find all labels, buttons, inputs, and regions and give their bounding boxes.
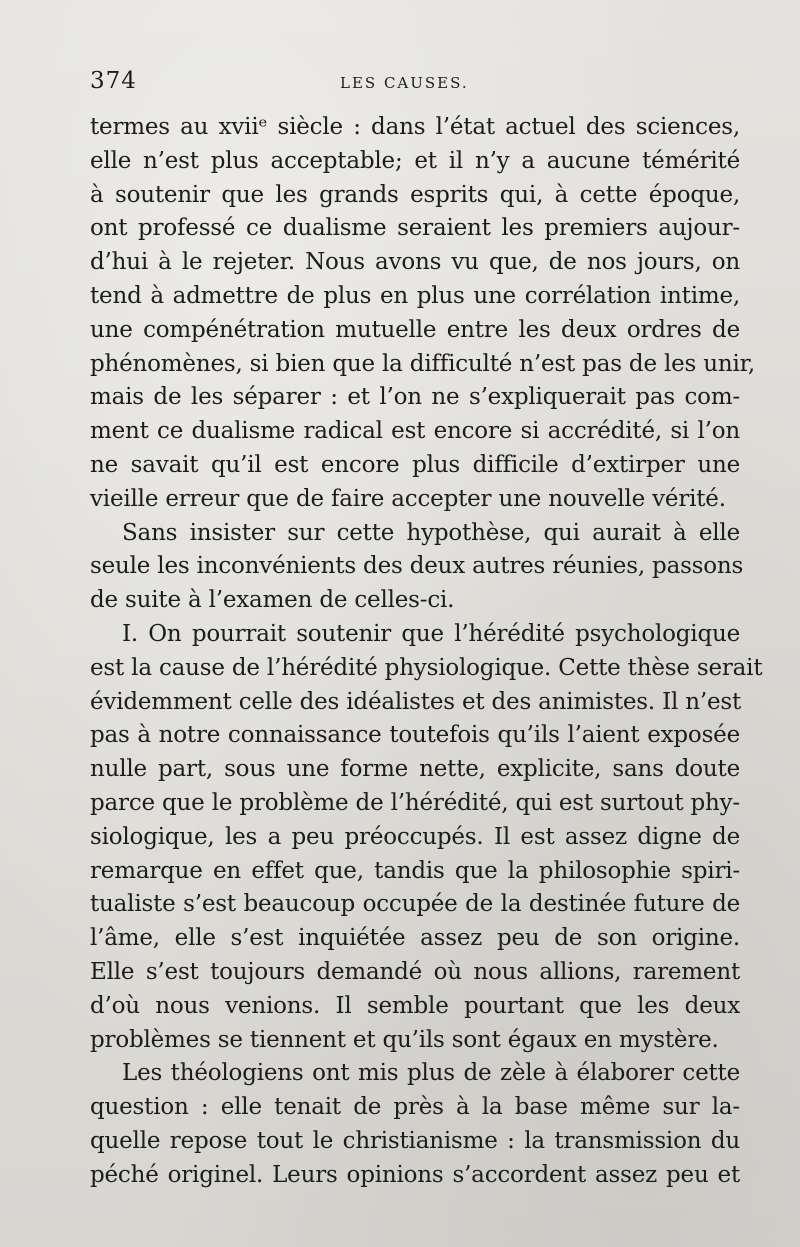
text-line: quelle repose tout le christianisme : la transmission du — [90, 1127, 740, 1154]
text-line: elle n’est plus acceptable; et il n’y a aucune témérité — [90, 147, 740, 174]
text-line: tualiste s’est beaucoup occupée de la destinée future de — [90, 891, 740, 918]
text-line: siologique, les a peu préoccupés. Il est assez digne de — [90, 823, 740, 850]
paragraph-start-line: Sans insister sur cette hypothèse, qui aurait à elle — [122, 519, 740, 546]
paragraph-end-line: problèmes se tiennent et qu’ils sont égaux en mystère. — [90, 1026, 719, 1053]
paragraph-start-line: I. On pourrait soutenir que l’hérédité psychologique — [122, 620, 740, 647]
text-line: Elle s’est toujours demandé où nous allions, rarement — [90, 958, 740, 985]
page-header — [90, 68, 730, 102]
text-line: parce que le problème de l’hérédité, qui est surtout phy- — [90, 789, 740, 816]
page-number: 374 — [90, 68, 137, 94]
text-line: est la cause de l’hérédité physiologique. Cette thèse serait — [90, 654, 763, 681]
paragraph-end-line: vieille erreur que de faire accepter une nouvelle vérité. — [90, 485, 726, 512]
running-head: LES CAUSES. — [340, 74, 469, 92]
text-line: une compénétration mutuelle entre les deux ordres de — [90, 316, 740, 343]
text-line: nulle part, sous une forme nette, explicite, sans doute — [90, 756, 740, 783]
text-line: termes au xviiᵉ siècle : dans l’état actuel des sciences, — [90, 114, 740, 140]
text-line: d’où nous venions. Il semble pourtant que les deux — [90, 992, 740, 1019]
paragraph-end-line: de suite à l’examen de celles-ci. — [90, 587, 455, 614]
paragraph-start-line: Les théologiens ont mis plus de zèle à élaborer cette — [122, 1060, 740, 1087]
text-line: à soutenir que les grands esprits qui, à cette époque, — [90, 181, 740, 208]
text-line: question : elle tenait de près à la base même sur la- — [90, 1094, 740, 1121]
body-text — [90, 111, 763, 1193]
text-line: phénomènes, si bien que la difficulté n’est pas de les unir, — [90, 350, 756, 377]
text-line: mais de les séparer : et l’on ne s’expliquerait pas com- — [90, 384, 740, 411]
text-line: remarque en effet que, tandis que la philosophie spiri- — [90, 857, 740, 884]
text-line: pas à notre connaissance toutefois qu’ils l’aient exposée — [90, 722, 740, 749]
text-line: ont professé ce dualisme seraient les premiers aujour- — [90, 215, 740, 242]
text-line: ne savait qu’il est encore plus difficile d’extirper une — [90, 451, 740, 478]
text-line: d’hui à le rejeter. Nous avons vu que, de nos jours, on — [90, 249, 740, 276]
text-line: ment ce dualisme radical est encore si accrédité, si l’on — [90, 418, 740, 445]
text-line: l’âme, elle s’est inquiétée assez peu de son origine. — [90, 925, 740, 952]
text-line: évidemment celle des idéalistes et des animistes. Il n’est — [90, 688, 742, 715]
text-line: seule les inconvénients des deux autres réunies, passons — [90, 553, 744, 580]
text-line: tend à admettre de plus en plus une corrélation intime, — [90, 282, 740, 309]
text-line: péché originel. Leurs opinions s’accordent assez peu et — [90, 1161, 740, 1188]
